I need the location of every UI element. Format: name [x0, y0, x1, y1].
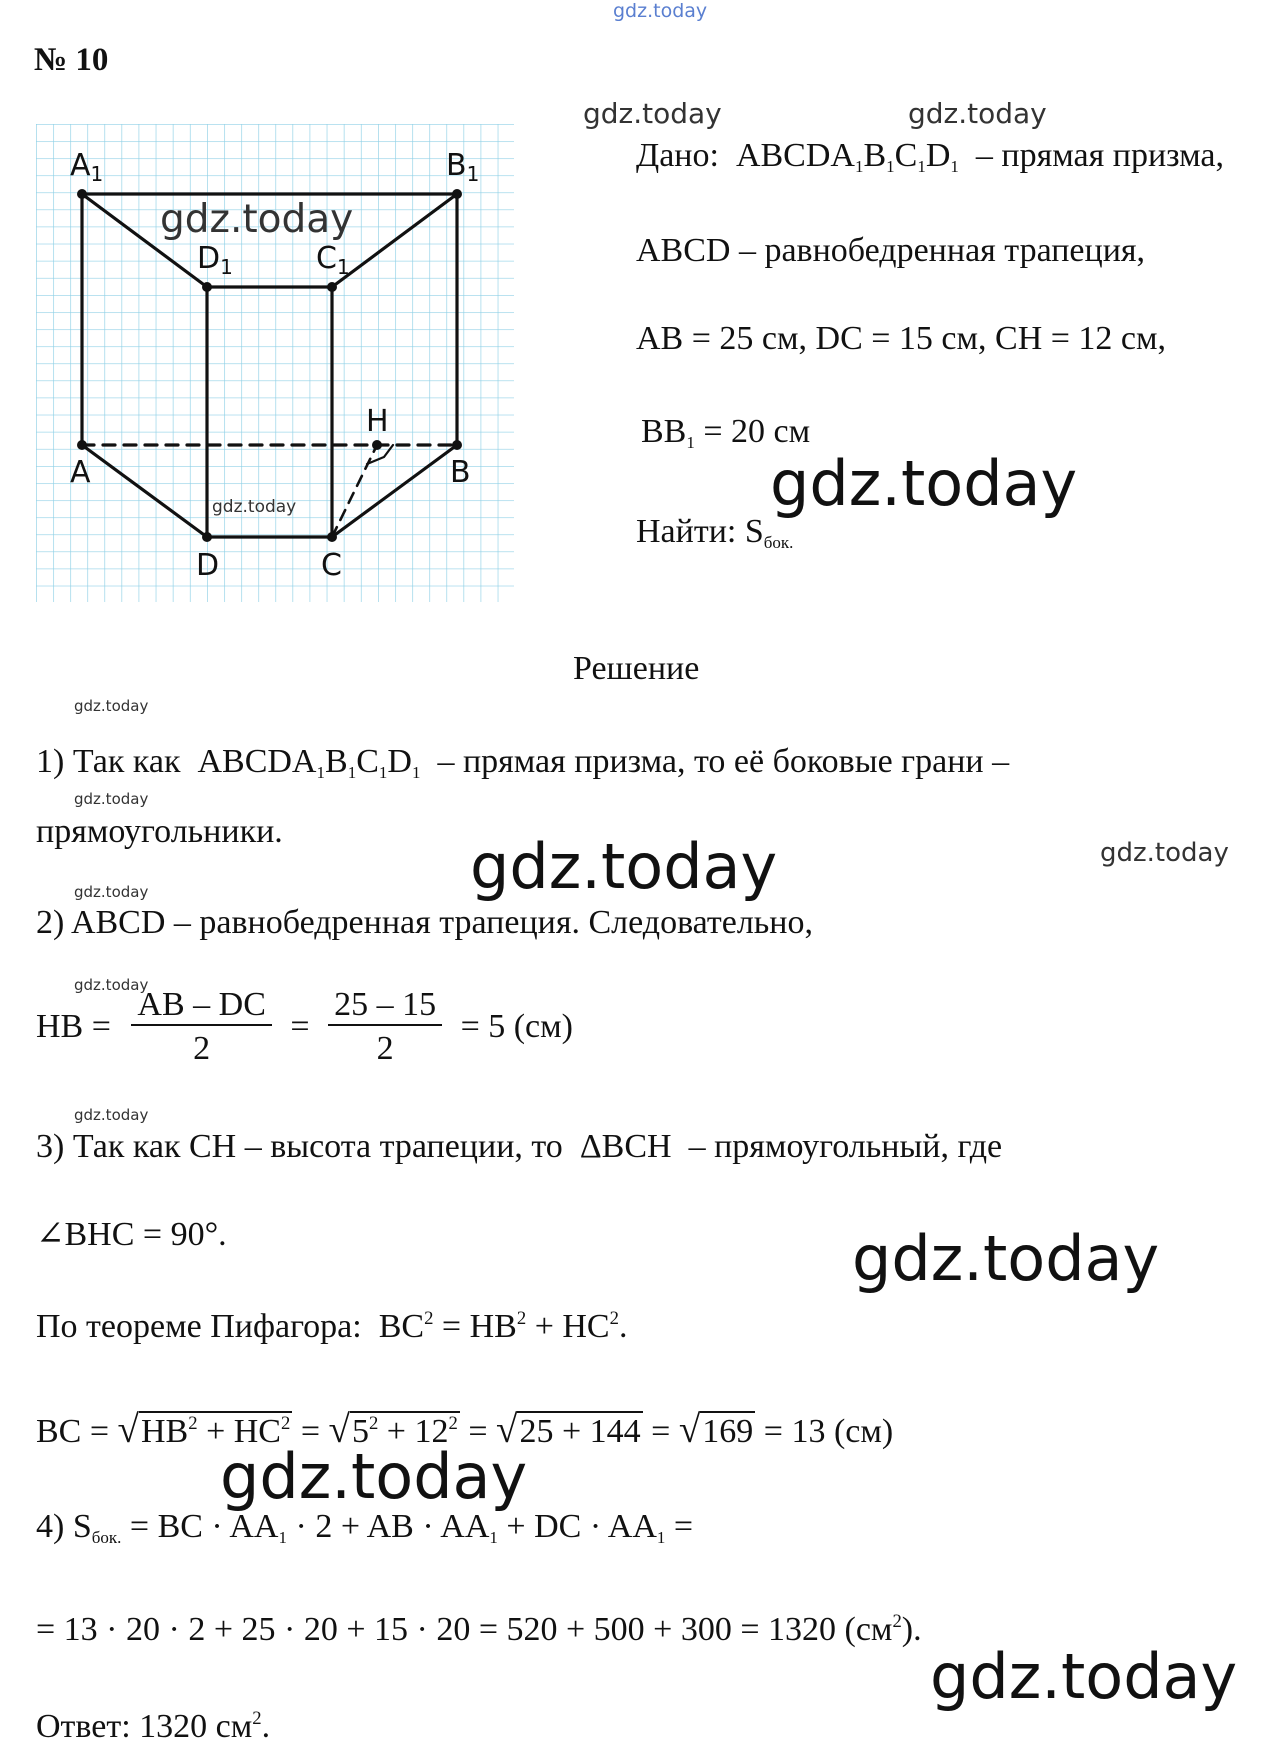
- step-2-formula: HB = $\frac{AB - DC}{2}$ = $\frac{25 - 15}{2}$ = 5 (см): [36, 986, 573, 1067]
- watermark-given-1: gdz.today: [583, 97, 722, 130]
- label-b: B: [450, 455, 471, 490]
- watermark-figure-small: gdz.today: [212, 497, 297, 517]
- watermark-s1: gdz.today: [74, 697, 149, 715]
- point-d1: [202, 282, 212, 292]
- bc-calculation: BC = $√HB^2 + HC^2 = √5^2 + 12^2 = √25 + 144 = √169 = 13$ (см): [36, 1408, 894, 1451]
- step-1-line-2: прямоугольники.: [36, 813, 283, 850]
- step-1-line-1: 1) Так как $ABCDA_1B_1C_1D_1$ – прямая призма, то её боковые грани –: [36, 743, 1010, 782]
- label-h: H: [366, 404, 389, 439]
- point-d: [202, 532, 212, 542]
- given-line-1: Дано: $ABCDA_1B_1C_1D_1$ – прямая призма,: [636, 137, 1224, 176]
- watermark-given-big: gdz.today: [770, 447, 1078, 520]
- label-d1: $D_1$: [197, 241, 233, 279]
- point-a1: [77, 189, 87, 199]
- step-2-line-1: 2) ABCD – равнобедренная трапеция. Следовательно,: [36, 904, 814, 941]
- pythagoras-line: По теореме Пифагора: $BC^2 = HB^2 + HC^2$.: [36, 1308, 628, 1346]
- point-c1: [327, 282, 337, 292]
- point-b: [452, 440, 462, 450]
- watermark-s1-right: gdz.today: [1100, 838, 1229, 868]
- problem-number: № 10: [34, 42, 109, 78]
- label-d: D: [196, 548, 220, 583]
- watermark-s3-big: gdz.today: [852, 1222, 1160, 1295]
- solution-title: Решение: [573, 650, 700, 687]
- watermark-given-2: gdz.today: [908, 97, 1047, 130]
- given-find: Найти: $S_{бок.}$: [636, 513, 794, 552]
- point-b1: [452, 189, 462, 199]
- watermark-s3: gdz.today: [74, 1106, 149, 1124]
- label-b1: $B_1$: [446, 148, 480, 186]
- answer: Ответ: 1320 $см^2$.: [36, 1708, 271, 1746]
- label-c: C: [321, 548, 342, 583]
- label-a: A: [70, 455, 91, 490]
- watermark-s4-big: gdz.today: [930, 1640, 1238, 1713]
- step-3-angle: ∠BHC = 90°.: [36, 1216, 227, 1253]
- label-a1: $A_1$: [70, 148, 104, 186]
- prism-figure: [36, 124, 514, 602]
- watermark-bc-big: gdz.today: [220, 1440, 528, 1513]
- point-c: [327, 532, 337, 542]
- point-a: [77, 440, 87, 450]
- watermark-top: gdz.today: [613, 0, 708, 22]
- point-h: [372, 440, 382, 450]
- watermark-figure: gdz.today: [160, 197, 354, 242]
- step-3-line-1: 3) Так как CH – высота трапеции, то ΔBCH – прямоугольный, где: [36, 1128, 1003, 1165]
- watermark-s1b: gdz.today: [74, 790, 149, 808]
- watermark-s2-big: gdz.today: [470, 830, 778, 903]
- given-line-2: ABCD – равнобедренная трапеция,: [636, 232, 1146, 269]
- grid-background: [36, 124, 514, 602]
- step-4-line-2: = 13 · 20 · 2 + 25 · 20 + 15 · 20 = 520 + 500 + 300 = 1320 $(см^2)$.: [36, 1611, 922, 1649]
- given-line-3: AB = 25 см, DC = 15 см, CH = 12 см,: [636, 320, 1167, 357]
- step-4-line-1: 4) $S_{бок.}$ = BC · $AA_1 \cdot 2$ + AB · $AA_1$ + DC · $AA_1$ =: [36, 1508, 694, 1547]
- given-line-4: $BB_1 = 20$ см: [641, 413, 811, 452]
- watermark-s2b: gdz.today: [74, 976, 149, 994]
- watermark-s2: gdz.today: [74, 883, 149, 901]
- label-c1: $C_1$: [316, 241, 350, 279]
